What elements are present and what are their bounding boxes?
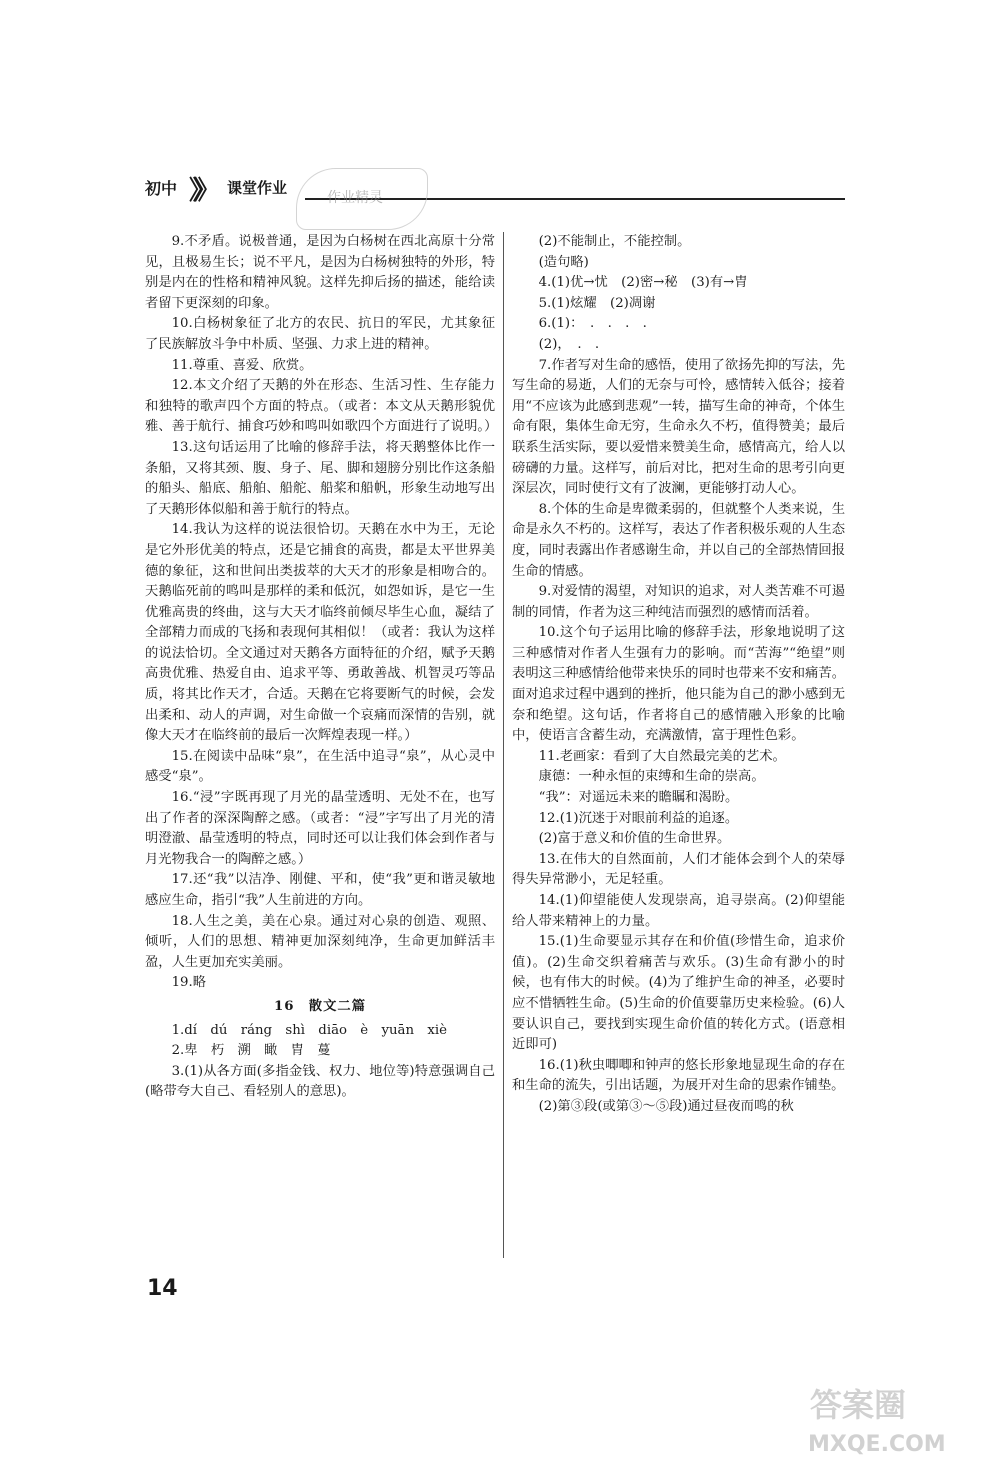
- stamp-logo: [296, 168, 428, 230]
- left-paragraph: 3.(1)从各方面(多指金钱、权力、地位等)特意强调自己(略带夸大自己、看轻别人的意思)。: [145, 1063, 495, 1100]
- watermark-logo: [800, 1380, 1000, 1470]
- right-paragraph: 6.(1)： . . . .: [538, 316, 647, 332]
- right-paragraph: 11.老画家：看到了大自然最完美的艺术。: [538, 748, 786, 764]
- page-header: [145, 176, 845, 206]
- left-paragraph: 14.我认为这样的说法很恰切。天鹅在水中为王，无论是它外形优美的特点，还是它捕食的高贵，都是太平世界美德的象征，这和世间出类拔萃的大天才的形象是相吻合的。天鹅临死前的鸣叫是那样的柔和低沉，如怨如诉，是它一生优雅高贵的终曲，这与大天才临终前倾尽毕生心血，凝结了全部精力而成的飞扬和表现何其相似！（或者：我认为这样的说法恰切。全文通过对天鹅各方面特征的介绍，赋予天鹅高贵优雅、热爱自由、追求平等、勇敢善战、机智灵巧等品质，将其比作天才，合适。天鹅在它将要断气的时候，会发出柔和、动人的声调，对生命做一个哀痛而深情的告别，就像大天才在临终前的最后一次辉煌表现一样。）: [145, 522, 495, 744]
- right-paragraph: 4.(1)优→忧 (2)密→秘 (3)有→胄: [538, 275, 748, 291]
- left-paragraph: 9.不矛盾。说极普通，是因为白杨树在西北高原十分常见，且极易生长；说不平凡，是因为白杨树独特的外形，特别是内在的性格和精神风貌。这样先抑后扬的描述，能给读者留下更深刻的印象。: [145, 234, 495, 311]
- right-paragraph: 9.对爱情的渴望，对知识的追求，对人类苦难不可遏制的同情，作者为这三种纯洁而强烈的感情而活着。: [512, 584, 845, 620]
- right-paragraph: 12.(1)沉迷于对眼前利益的追逐。: [538, 810, 739, 826]
- right-paragraph: 16.(1)秋虫唧唧和钟声的悠长形象地显现生命的存在和生命的流失，引出话题，为展开对生命的思索作铺垫。: [512, 1057, 845, 1094]
- right-paragraph: (造句略): [538, 254, 589, 270]
- left-paragraph: 1.dí dú ráng shì diāo è yuān xiè: [171, 1022, 447, 1038]
- right-paragraph: (2)第③段(或第③～⑤段)通过昼夜而鸣的秋: [538, 1098, 794, 1114]
- grade-label: 初中: [145, 179, 178, 198]
- right-paragraph: “我”：对遥远未来的瞻瞩和渴盼。: [538, 790, 739, 806]
- page-number: 14: [147, 1276, 178, 1301]
- right-paragraph: 14.(1)仰望能使人发现崇高，追寻崇高。(2)仰望能给人带来精神上的力量。: [512, 893, 845, 929]
- series-label: 课堂作业: [227, 179, 288, 197]
- section-heading: 16 散文二篇: [274, 998, 366, 1014]
- left-paragraph: 11.尊重、喜爱、欣赏。: [171, 357, 313, 373]
- right-paragraph: 5.(1)炫耀 (2)凋谢: [538, 295, 656, 311]
- left-paragraph: 10.白杨树象征了北方的农民、抗日的军民，尤其象征了民族解放斗争中朴质、坚强、力求上进的精神。: [145, 316, 495, 352]
- right-paragraph: 13.在伟大的自然面前，人们才能体会到个人的荣辱得失异常渺小，无足轻重。: [512, 851, 845, 888]
- left-paragraph: 16.“浸”字既再现了月光的晶莹透明、无处不在，也写出了作者的深深陶醉之感。（或者：“浸”字写出了月光的清明澄澈、晶莹透明的特点，同时还可以让我们体会到作者与月光物我合一的陶醉之感。）: [145, 790, 495, 867]
- right-paragraph: (2)富于意义和价值的生命世界。: [538, 831, 731, 847]
- stamp-text: 作业精灵: [327, 190, 383, 206]
- watermark-text: 答案圈: [810, 1386, 907, 1424]
- left-paragraph: 12.本文介绍了天鹅的外在形态、生活习性、生存能力和独特的歌声四个方面的特点。（或者：本文从天鹅形貌优雅、善于航行、捕食巧妙和鸣叫如歌四个方面进行了说明。）: [145, 378, 498, 435]
- watermark-url: MXQE.COM: [808, 1432, 946, 1457]
- left-paragraph: 17.还“我”以洁净、刚健、平和，使“我”更和谐灵敏地感应生命，指引“我”人生前进的方向。: [145, 872, 495, 908]
- left-column: [145, 232, 498, 1103]
- right-paragraph: 10.这个句子运用比喻的修辞手法，形象地说明了这三种感情对作者人生强有力的影响。而“苦海”“绝望”则表明这三种感情给他带来快乐的同时也带来不安和痛苦。面对追求过程中遇到的挫折，他只能为自己的渺小感到无奈和绝望。这句话，作者将自己的感情融入形象的比喻中，使语言含蓄生动，充满激情，富于理性色彩。: [512, 625, 845, 744]
- right-paragraph: 15.(1)生命要显示其存在和价值(珍惜生命，追求价值)。(2)生命交织着痛苦与欢乐。(3)生命有渺小的时候，也有伟大的时候。(4)为了维护生命的神圣，必要时应不惜牺牲生命。(5)生命的价值要靠历史来检验。(6)人要认识自己，要找到实现生命价值的转化方式。(语意相近即可): [512, 934, 845, 1053]
- right-paragraph: 8.个体的生命是卑微柔弱的，但就整个人类来说，生命是永久不朽的。这样写，表达了作者积极乐观的人生态度，同时表露出作者感谢生命，并以自己的全部热情回报生命的情感。: [512, 501, 845, 579]
- right-column: [512, 232, 845, 1118]
- chevron-right-icon: 》》: [189, 176, 213, 206]
- column-divider: [503, 232, 504, 1258]
- left-paragraph: 19.略: [171, 975, 207, 991]
- left-paragraph: 15.在阅读中品味“泉”，在生活中追寻“泉”，从心灵中感受“泉”。: [145, 748, 495, 785]
- right-paragraph: 康德：一种永恒的束缚和生命的崇高。: [538, 769, 765, 785]
- right-paragraph: 7.作者写对生命的感悟，使用了欲扬先抑的写法，先写生命的易逝，人们的无奈与可怜，感情转入低谷；接着用“不应该为此感到悲观”一转，描写生命的神奇，个体生命有限，集体生命无穷，生命永久不朽，值得赞美；最后联系生活实际，要以爱惜来赞美生命，感情高亢，给人以磅礴的力量。这样写，前后对比，把对生命的思考引向更深层次，同时使行文有了波澜，更能够打动人心。: [512, 357, 845, 497]
- right-paragraph: (2)不能制止，不能控制。: [538, 234, 691, 249]
- left-paragraph: 13.这句话运用了比喻的修辞手法，将天鹅整体比作一条船，又将其颈、腹、身子、尾、脚和翅膀分别比作这条船的船头、船底、船舶、船舵、船桨和船帆，形象生动地写出了天鹅形体似船和善于航行的特点。: [145, 439, 495, 517]
- left-paragraph: 2.卑 朽 溯 瞰 胄 蔓: [171, 1043, 331, 1059]
- right-paragraph: (2)， . .: [538, 336, 600, 352]
- left-paragraph: 18.人生之美，美在心泉。通过对心泉的创造、观照、倾听，人们的思想、精神更加深刻纯净，生命更加鲜活丰盈，人生更加充实美丽。: [145, 913, 495, 970]
